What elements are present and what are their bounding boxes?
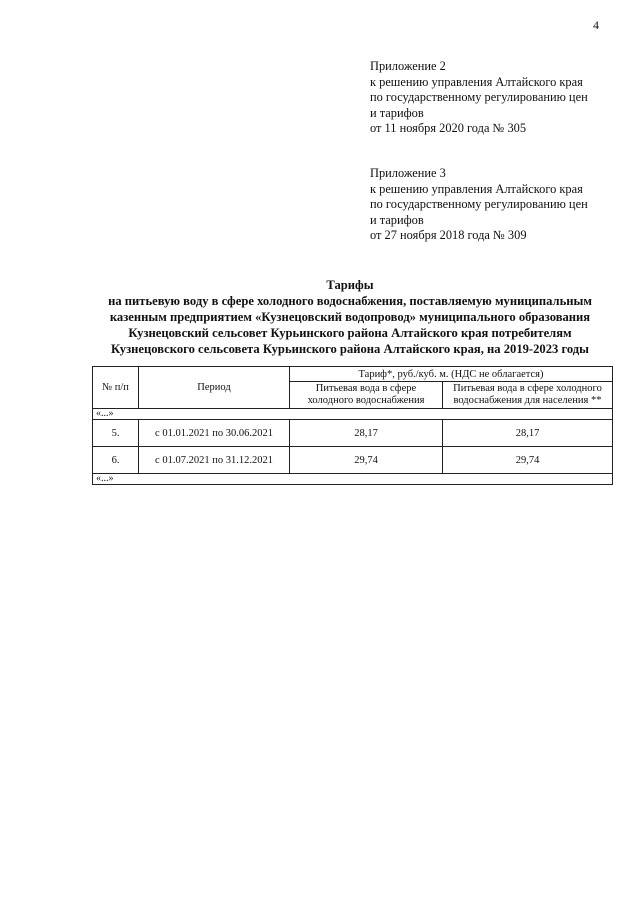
appendix-2-line: и тарифов — [370, 105, 424, 120]
row-value-2: 29,74 — [443, 447, 613, 474]
header-num: № п/п — [93, 367, 139, 409]
ellipsis-bottom: «...» — [93, 474, 613, 485]
row-value-1: 28,17 — [290, 420, 443, 447]
row-value-2: 28,17 — [443, 420, 613, 447]
appendix-3-line: от 27 ноября 2018 года № 309 — [370, 228, 527, 242]
table-header-row — [93, 367, 613, 382]
title-line: казенным предприятием «Кузнецовский водопровод» муниципального образования — [109, 310, 591, 324]
header-tariff: Тариф*, руб./куб. м. (НДС не облагается) — [290, 367, 613, 382]
appendix-3-line: Приложение 3 — [370, 166, 446, 180]
row-value-1: 29,74 — [290, 447, 443, 474]
table-row — [93, 420, 613, 447]
header-col2: Питьевая вода в сфере холодного водоснабжения для населения ** — [443, 382, 613, 409]
title-line: на питьевую воду в сфере холодного водоснабжения, поставляемую муниципальным — [108, 294, 592, 308]
title-line: Кузнецовского сельсовета Курьинского района Алтайского края, на 2019-2023 годы — [110, 342, 590, 356]
row-num: 6. — [93, 447, 139, 474]
appendix-3-line: к решению управления Алтайского края — [370, 181, 583, 196]
title-line: Тарифы — [326, 278, 374, 292]
row-period: с 01.01.2021 по 30.06.2021 — [139, 420, 290, 447]
title-line: Кузнецовский сельсовет Курьинского района Алтайского края потребителям — [128, 326, 572, 340]
header-col1: Питьевая вода в сфере холодного водоснабжения — [290, 382, 443, 409]
table-row — [93, 447, 613, 474]
table-ellipsis-row — [93, 474, 613, 485]
header-period: Период — [139, 367, 290, 409]
appendix-3-line: по государственному регулированию цен — [370, 197, 588, 211]
appendix-2-line: к решению управления Алтайского края — [370, 74, 583, 89]
row-num: 5. — [93, 420, 139, 447]
appendix-2-line: от 11 ноября 2020 года № 305 — [370, 121, 527, 135]
appendix-3-line: и тарифов — [370, 212, 424, 227]
appendix-3-block — [370, 166, 620, 244]
appendix-2-line: Приложение 2 — [370, 59, 446, 73]
table-ellipsis-row — [93, 409, 613, 420]
page-number: 4 — [593, 18, 599, 32]
tariffs-table — [92, 366, 613, 485]
appendix-2-block — [370, 59, 620, 137]
row-period: с 01.07.2021 по 31.12.2021 — [139, 447, 290, 474]
appendix-2-line: по государственному регулированию цен — [370, 90, 588, 104]
document-title — [60, 277, 639, 357]
ellipsis-top: «...» — [93, 409, 613, 420]
